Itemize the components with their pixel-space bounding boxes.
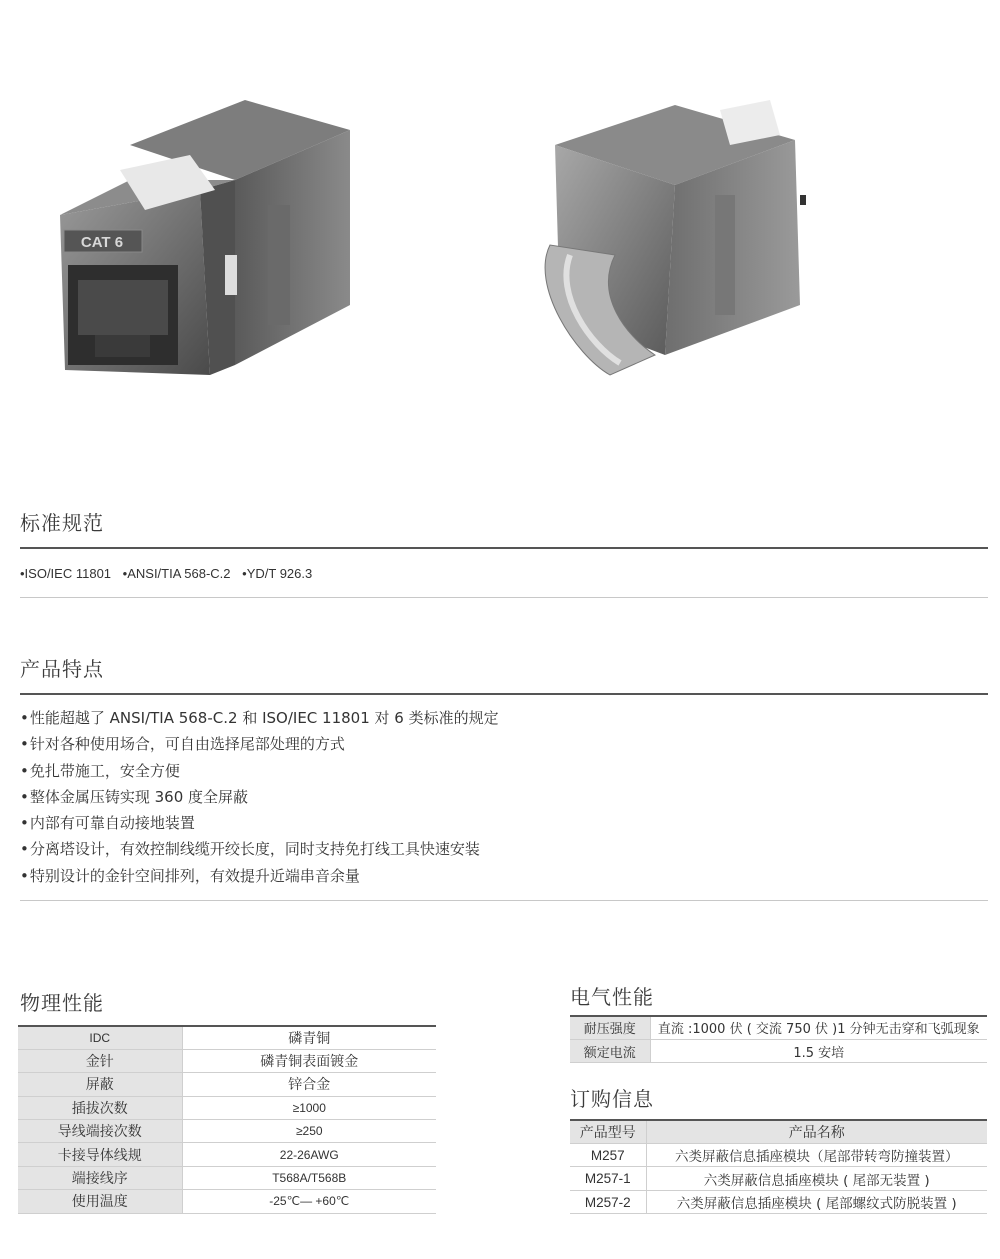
table-value: 锌合金: [182, 1073, 436, 1096]
feature-item: • 整体金属压铸实现 360 度全屏蔽: [20, 784, 499, 810]
feature-item: • 免扎带施工，安全方便: [20, 758, 499, 784]
column-header: 产品型号: [570, 1120, 646, 1143]
model-cell: M257-1: [570, 1167, 646, 1191]
physical-title: 物理性能: [20, 991, 104, 1015]
table-label: 金针: [18, 1049, 182, 1072]
physical-properties-table: [18, 1025, 436, 1214]
standard-item: •ANSI/TIA 568-C.2: [122, 566, 231, 581]
feature-item: • 特别设计的金针空间排列，有效提升近端串音余量: [20, 863, 499, 889]
standards-divider: [20, 547, 988, 549]
table-row: [570, 1143, 987, 1167]
table-label: 端接线序: [18, 1166, 182, 1189]
features-bottom-rule: [20, 900, 988, 901]
keystone-jack-front-image: [50, 95, 370, 385]
electrical-title: 电气性能: [570, 985, 654, 1009]
table-value: ≥1000: [182, 1096, 436, 1119]
table-row: [18, 1166, 436, 1189]
electrical-properties-table: [570, 1015, 987, 1063]
table-label: 导线端接次数: [18, 1120, 182, 1143]
table-value: 1.5 安培: [650, 1039, 987, 1062]
standards-bottom-rule: [20, 597, 988, 598]
table-value: 22-26AWG: [182, 1143, 436, 1166]
feature-item: • 针对各种使用场合，可自由选择尾部处理的方式: [20, 731, 499, 757]
product-images: [0, 0, 1000, 470]
table-row: [18, 1026, 436, 1049]
table-label: 屏蔽: [18, 1073, 182, 1096]
table-row: [18, 1120, 436, 1143]
features-title: 产品特点: [20, 657, 104, 681]
ordering-title: 订购信息: [570, 1087, 654, 1111]
ordering-table: [570, 1119, 987, 1214]
table-label: 插拔次数: [18, 1096, 182, 1119]
table-row: [18, 1073, 436, 1096]
table-label: 额定电流: [570, 1039, 650, 1062]
table-row: [570, 1016, 987, 1039]
table-value: 磷青铜表面镀金: [182, 1049, 436, 1072]
standards-title: 标准规范: [20, 511, 104, 535]
table-row: [570, 1190, 987, 1214]
features-divider: [20, 693, 988, 695]
name-cell: 六类屏蔽信息插座模块 ( 尾部螺纹式防脱装置 ): [646, 1190, 987, 1214]
table-row: [570, 1167, 987, 1191]
table-value: T568A/T568B: [182, 1166, 436, 1189]
keystone-jack-back-image: [535, 95, 835, 385]
table-value: ≥250: [182, 1120, 436, 1143]
table-header-row: [570, 1120, 987, 1143]
table-label: IDC: [18, 1026, 182, 1049]
standard-item: •ISO/IEC 11801: [20, 566, 112, 581]
table-row: [18, 1049, 436, 1072]
feature-item: • 分离塔设计，有效控制线缆开绞长度，同时支持免打线工具快速安装: [20, 836, 499, 862]
table-value: 磷青铜: [182, 1026, 436, 1049]
table-row: [18, 1096, 436, 1119]
table-label: 卡接导体线规: [18, 1143, 182, 1166]
cat6-label: CAT 6: [80, 234, 124, 251]
feature-item: • 性能超越了 ANSI/TIA 568-C.2 和 ISO/IEC 11801 对 6 类标准的规定: [20, 705, 499, 731]
table-label: 使用温度: [18, 1190, 182, 1213]
table-row: [18, 1143, 436, 1166]
table-value: 直流 :1000 伏 ( 交流 750 伏 )1 分钟无击穿和飞弧现象: [650, 1016, 987, 1039]
model-cell: M257: [570, 1143, 646, 1167]
feature-item: • 内部有可靠自动接地装置: [20, 810, 499, 836]
table-row: [18, 1190, 436, 1213]
name-cell: 六类屏蔽信息插座模块（尾部带转弯防撞装置）: [646, 1143, 987, 1167]
table-row: [570, 1039, 987, 1062]
table-label: 耐压强度: [570, 1016, 650, 1039]
model-cell: M257-2: [570, 1190, 646, 1214]
table-value: -25℃— +60℃: [182, 1190, 436, 1213]
standard-item: •YD/T 926.3: [242, 566, 313, 581]
standards-list: [20, 566, 320, 581]
column-header: 产品名称: [646, 1120, 987, 1143]
features-list: [20, 705, 499, 889]
name-cell: 六类屏蔽信息插座模块 ( 尾部无装置 ): [646, 1167, 987, 1191]
